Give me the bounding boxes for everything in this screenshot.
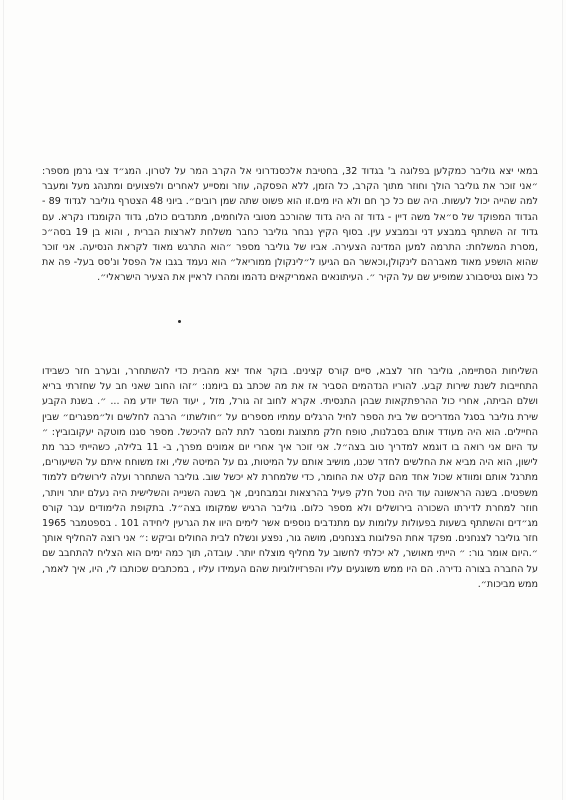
scan-edge-right xyxy=(562,0,563,800)
body-paragraph-2: השליחות הסתיימה, גוליבר חזר לצבא, סיים קורס קצינים. בוקר אחד יצא מהבית כדי להשתחרר, ובערב חזר כשבידו התחייבות לשנת שירות קבע. להוריו הנדהמים הסביר אז את מה שכתב גם ביומנו: ״זהו החוב שאני חב על שחזרתי בריא ושלם הביתה, אחרי כול ההרפתקאות שבהן התנסיתי. אקרא לחוב זה גורל, מזל , יעוד השד יודע מה ... ״. בשנת הקבע שירת גוליבר בסגל המדריכים של בית הספר לחיל הרגלים עמתיו מספרים על ״חולשתו״ הרבה לחלשים ול״מפגרים״ שבין החיילים. הוא היה מעודד אותם בסבלנות, טופח חלק מתצוגת ומסבר לתת להם להיכשל. מספר סגנו מוטקה יעקובוביץ: ״ עד היום אני רואה בו דוגמא למדריך טוב בצה״ל. אני זוכר איך אחרי יום אמונים מפרך, ב- 11 בלילה, כשהייתי כבר מת לישון, הוא היה מביא את החלשים לחדר שכנו, מושיב אותם על המיטות, גם על המיטה שלי, ואז משוחח איתם על השיעורים, מתרגל אותם ומוודא שכול אחד מהם קלט את החומר, כדי שלמחרת לא יכשל שוב. גוליבר השתחרר ועלה לירושלים ללמוד משפטים. בשנה הראשונה עוד היה נוטל חלק פעיל בהרצאות ובמבחנים, אך בשנה השנייה והשלישית היה נעלם יותר ויותר, חוזר למחרת לדירתו השכורה בירושלים ולא מספר כלום. גוליבר הרגיש שמקומו בצה״ל. בתקופת הלימודים עבר קורס מג״דים והשתתף בשעות בפעולות עלומות עם מתנדבים נוספים אשר לימים היוו את הגרעין ליחידה 101 . בספטמבר 1965 חזר גוליבר לצנחנים. מפקד אחת הפלוגות בצנחנים, מושה גור, נפצע ונשלח לבית החולים וביקש :״ אני רוצה להחליף אותך ״.היום אומר גור: ״ הייתי מאושר, לא יכלתי לחשוב על מחליף מוצלח יותר. עובדה, תוך כמה ימים הוא הצליח להתחבב שם על החברה בצורה נדירה. הם היו ממש משוגעים עליו והפרזיולוגיות שהם העמידו עליו , במכתבים שכותבו לי, היו, איך לאמר, ממש מביכות״. xyxy=(42,366,539,590)
stray-dot-mark xyxy=(178,320,181,323)
body-paragraph-1: במאי יצא גוליבר כמקלען בפלוגה ב' בגדוד 32, בחטיבת אלכסנדרוני אל הקרב המר על לטרון. המג״ד צבי גרמן מספר: ״אני זוכר את גוליבר הולך וחוזר מתוך הקרב, כל הזמן, ללא הפסקה, עוזר ומסייע לאחרים ולפצועים ומתנהג מעל ומעבר למה שהייה יכול לעשות. היה שם כל כך חם ולא היו מים.זו הוא פשוט שתה שמן רובים״. ביוני 48 הצטרף גוליבר לגדוד 89 - הגדוד המפוקד של ס״אל משה דיין - גדוד זה היה גדוד שהורכב מטובי הלוחמים, מתנדבים כולם, גדוד הקומנדו נקרא. עם גדוד זה השתתף במבצע דני ובמבצע עין. בסוף הקיץ נבחר גוליבר כחבר משלחת לארצות הברית , והוא בן 19 בסה״כ ,מסרת המשלחת: התרמה למען המדינה הצעירה. אביו של גוליבר מספר ״הוא התרגש מאוד לקראת הנסיעה. אני זוכר שהוא הושפע מאוד מאברהם לינקולן,וכאשר הם הגיעו ל״לינקולן ממוריאל״ הוא נעמד בגבו אל הפסל ונ'סס בעל- פה את כל נאום גטיסבורג שמופיע שם על הקיר ״. העיתונאים האמריקאים נדהמו ומהרו לראיין את הצעיר הישראלי״. xyxy=(42,166,539,284)
scan-edge-left xyxy=(3,0,4,800)
